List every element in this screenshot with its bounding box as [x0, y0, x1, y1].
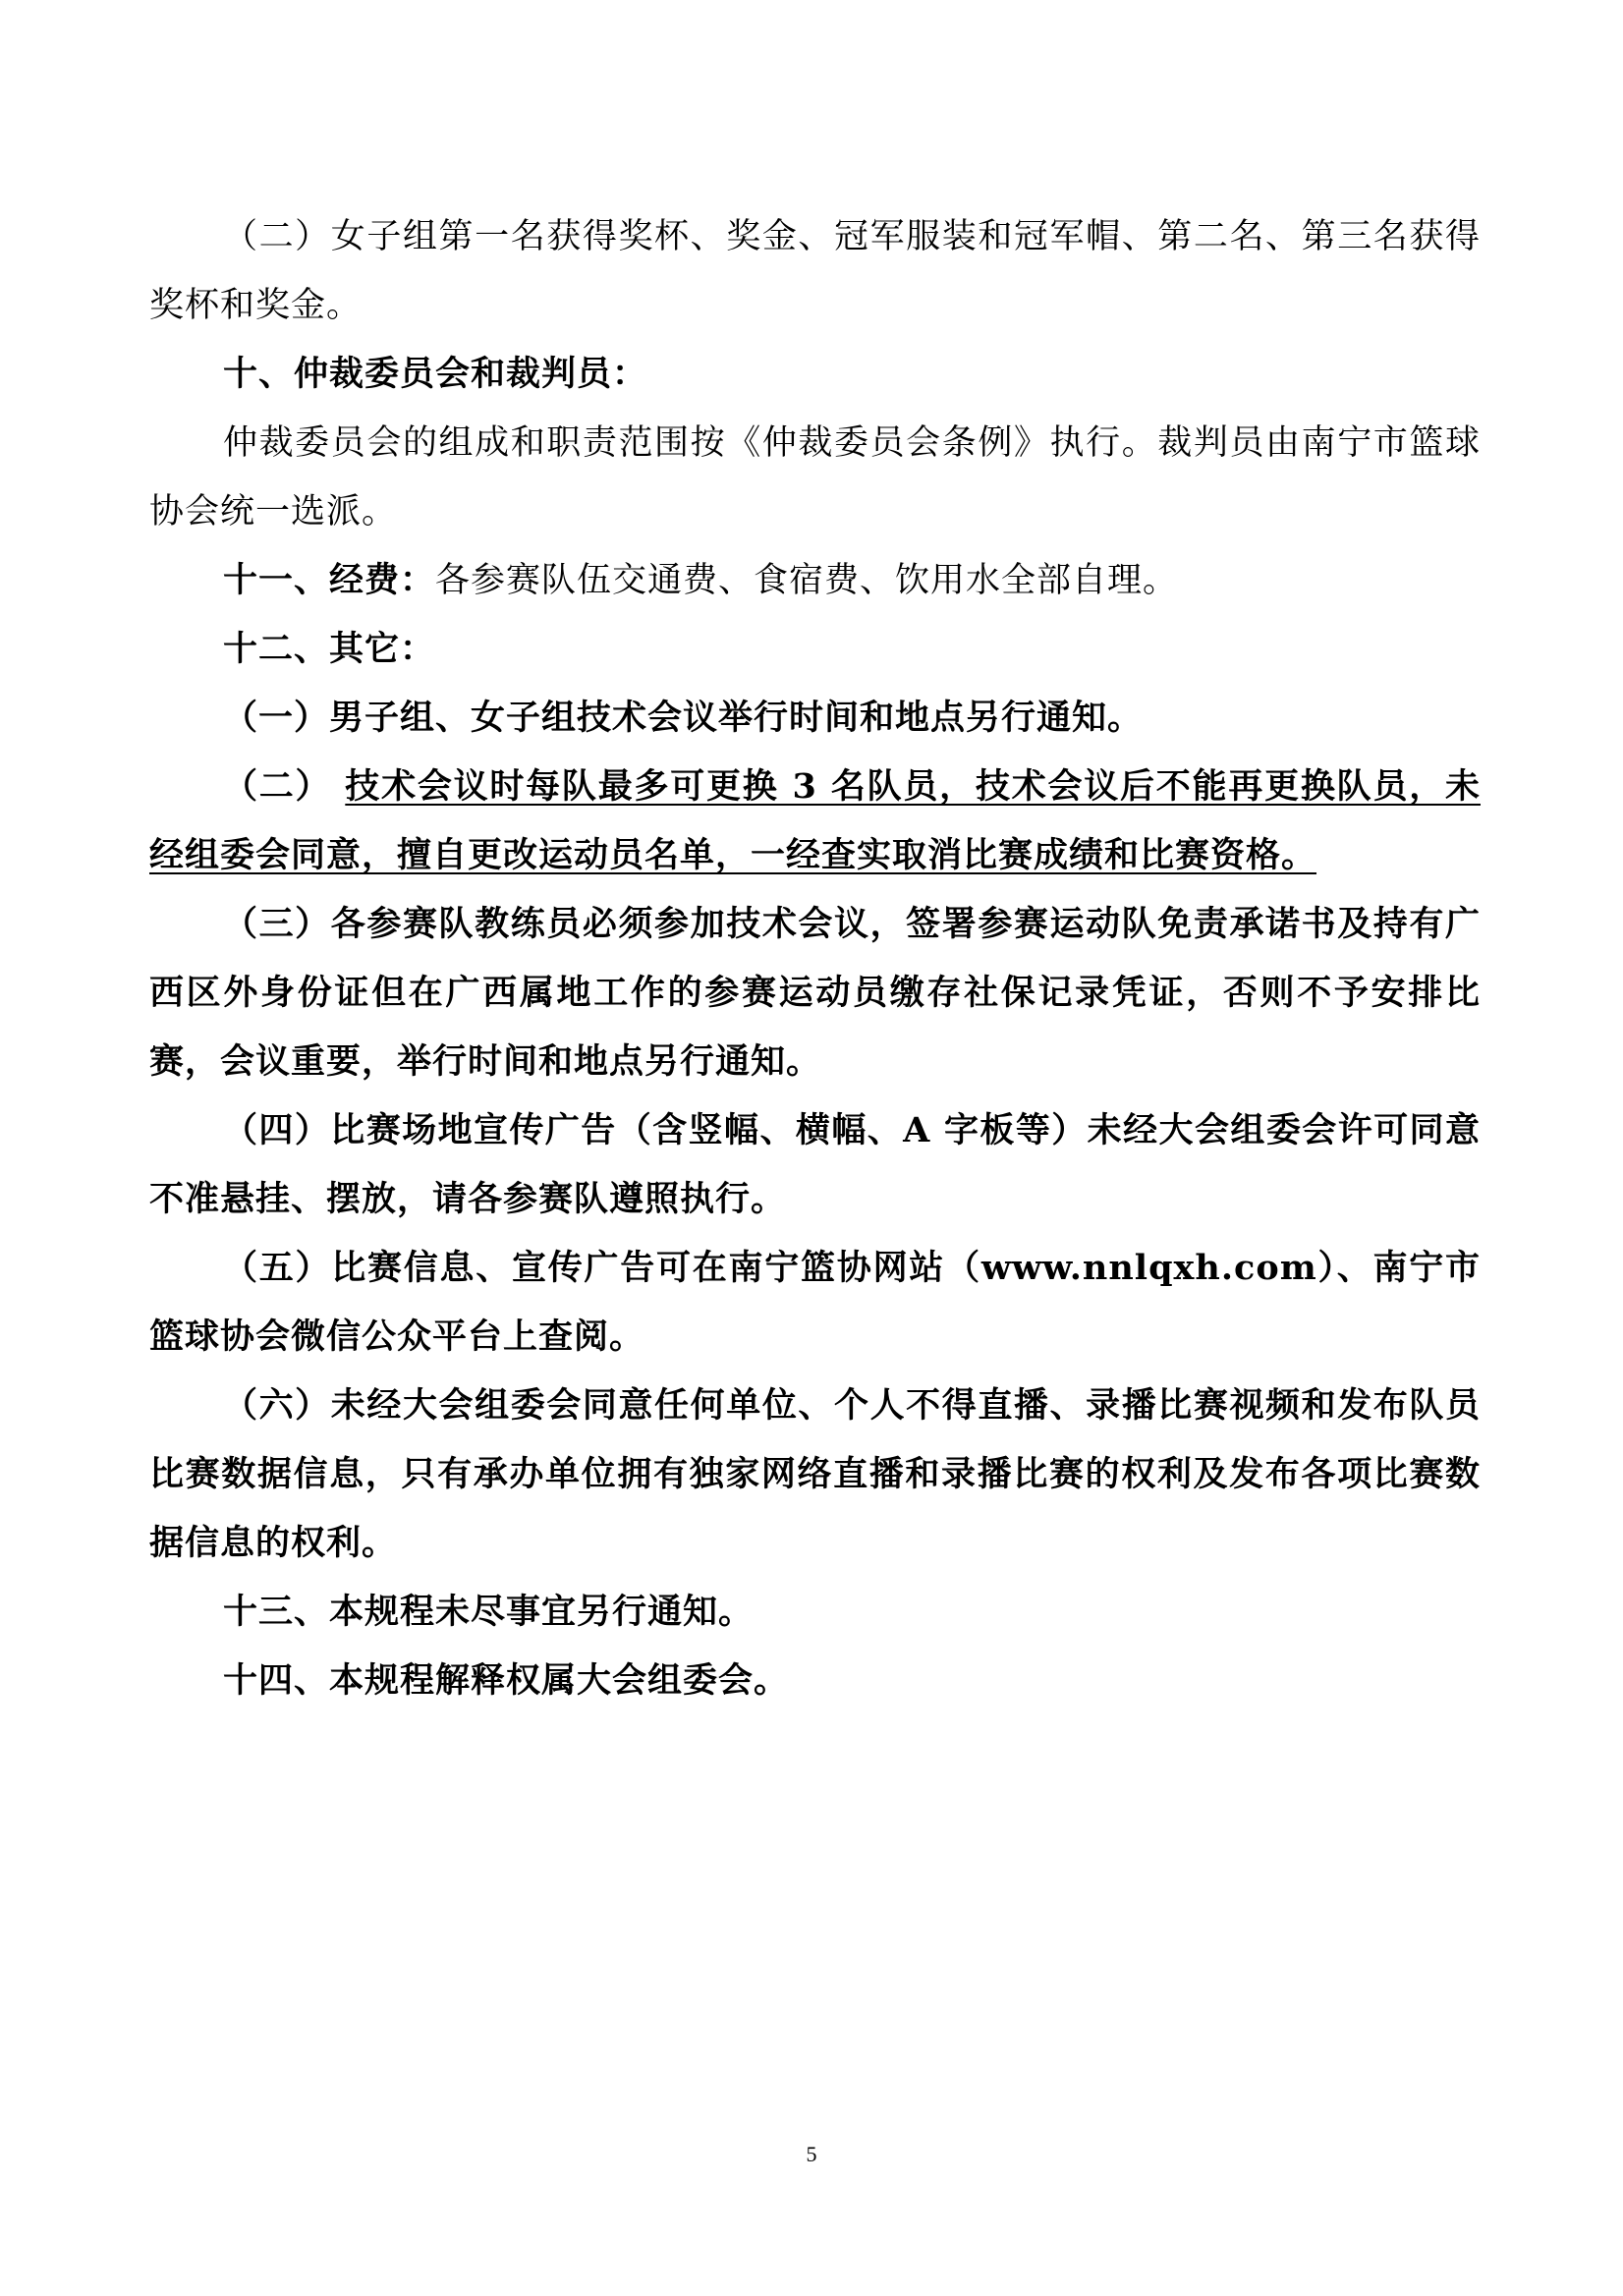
section-heading-unresolved-matters: 十三、本规程未尽事宜另行通知。 — [223, 1592, 755, 1632]
section-heading-other: 十二、其它： — [223, 629, 436, 669]
document-body — [149, 202, 1481, 1715]
section-heading-expenses: 十一、经费： — [223, 560, 436, 600]
paragraph-website-info: （五）比赛信息、宣传广告可在南宁篮协网站（www.nnlqxh.com）、南宁市篮球协会微信公众平台上查阅。 — [149, 1248, 1481, 1357]
expenses-text: 各参赛队伍交通费、食宿费、饮用水全部自理。 — [435, 561, 1179, 600]
page-number: 5 — [806, 2142, 817, 2166]
section-heading-interpretation: 十四、本规程解释权属大会组委会。 — [223, 1660, 790, 1701]
paragraph-advertising: （四）比赛场地宣传广告（含竖幅、横幅、A 字板等）未经大会组委会许可同意不准悬挂、摆放，请各参赛队遵照执行。 — [149, 1110, 1481, 1219]
paragraph-technical-meeting: （一）男子组、女子组技术会议举行时间和地点另行通知。 — [223, 698, 1144, 738]
roster-change-underlined-text: 技术会议时每队最多可更换 3 名队员，技术会议后不能再更换队员，未经组委会同意，擅自更改运动员名单，一经查实取消比赛成绩和比赛资格。 — [149, 766, 1481, 875]
paragraph-broadcast-rights: （六）未经大会组委会同意任何单位、个人不得直播、录播比赛视频和发布队员比赛数据信息，只有承办单位拥有独家网络直播和录播比赛的权利及发布各项比赛数据信息的权利。 — [149, 1385, 1481, 1563]
section-heading-arbitration: 十、仲裁委员会和裁判员： — [223, 354, 648, 394]
paragraph-women-awards: （二）女子组第一名获得奖杯、奖金、冠军服装和冠军帽、第二名、第三名获得奖杯和奖金。 — [149, 217, 1481, 325]
roster-change-prefix: （二） — [223, 766, 332, 807]
paragraph-expenses — [149, 546, 1481, 615]
paragraph-roster-change — [149, 753, 1481, 890]
paragraph-arbitration: 仲裁委员会的组成和职责范围按《仲裁委员会条例》执行。裁判员由南宁市篮球协会统一选派。 — [149, 423, 1481, 532]
paragraph-coach-requirements: （三）各参赛队教练员必须参加技术会议，签署参赛运动队免责承诺书及持有广西区外身份证但在广西属地工作的参赛运动员缴存社保记录凭证，否则不予安排比赛，会议重要，举行时间和地点另行通知。 — [149, 904, 1481, 1082]
